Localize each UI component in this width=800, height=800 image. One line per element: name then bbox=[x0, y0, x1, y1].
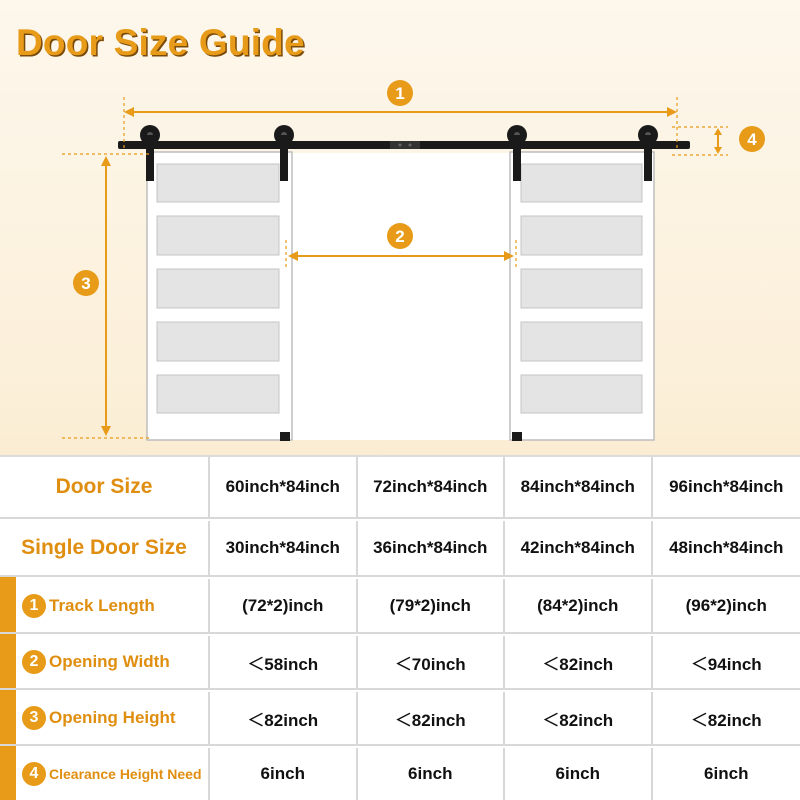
row-label-text: Opening Height bbox=[49, 708, 176, 727]
svg-text:3: 3 bbox=[81, 274, 91, 293]
table-row-door-size bbox=[0, 457, 800, 519]
table-cell: (72*2)inch bbox=[210, 579, 358, 632]
marker-3 bbox=[73, 270, 99, 296]
table-row-opening-height bbox=[0, 692, 800, 746]
svg-text:1: 1 bbox=[395, 84, 405, 103]
row-label-text: Track Length bbox=[49, 595, 155, 615]
row-label-text: Opening Width bbox=[49, 652, 170, 671]
row-label bbox=[0, 579, 210, 632]
table-cell: (96*2)inch bbox=[685, 595, 767, 615]
table-cell: ＜58inch bbox=[210, 636, 358, 688]
wall-opening bbox=[290, 153, 512, 440]
table-cell: (84*2)inch bbox=[505, 579, 653, 632]
table-cell: 30inch*84inch bbox=[210, 521, 358, 575]
opening-height-dimension bbox=[62, 154, 150, 438]
row-label: Door Size bbox=[0, 457, 210, 517]
marker-1 bbox=[387, 80, 413, 106]
page-title: Door Size Guide bbox=[16, 22, 305, 63]
table-row-clearance-height bbox=[0, 748, 800, 800]
table-cell: ＜70inch bbox=[358, 636, 506, 688]
row-label bbox=[0, 636, 210, 688]
svg-text:4: 4 bbox=[747, 130, 757, 149]
table-cell: ＜82inch bbox=[505, 692, 653, 744]
left-door bbox=[147, 152, 292, 441]
table-row-single-door-size bbox=[0, 521, 800, 577]
table-cell: 42inch*84inch bbox=[505, 521, 653, 575]
marker-4 bbox=[739, 126, 765, 152]
table-cell: 72inch*84inch bbox=[358, 457, 506, 517]
table-cell: 6inch bbox=[505, 748, 653, 800]
row-label: Single Door Size bbox=[0, 521, 210, 575]
table-cell: 48inch*84inch bbox=[669, 538, 784, 557]
number-badge: 4 bbox=[22, 762, 46, 786]
table-cell: 6inch bbox=[210, 748, 358, 800]
table-cell: ＜82inch bbox=[690, 710, 762, 730]
table-cell: 60inch*84inch bbox=[210, 457, 358, 517]
number-badge: 1 bbox=[22, 594, 46, 618]
table-cell: ＜94inch bbox=[690, 654, 762, 674]
table-cell: ＜82inch bbox=[505, 636, 653, 688]
table-cell: 36inch*84inch bbox=[358, 521, 506, 575]
table-cell: ＜82inch bbox=[210, 692, 358, 744]
table-cell: 6inch bbox=[704, 764, 749, 783]
right-door bbox=[510, 152, 654, 441]
number-badge: 3 bbox=[22, 706, 46, 730]
row-label-text: Clearance Height Need bbox=[49, 766, 202, 782]
table-cell: 84inch*84inch bbox=[505, 457, 653, 517]
marker-2 bbox=[387, 223, 413, 249]
table-cell: ＜82inch bbox=[358, 692, 506, 744]
number-badge: 2 bbox=[22, 650, 46, 674]
table-cell: 6inch bbox=[358, 748, 506, 800]
table-row-opening-width bbox=[0, 636, 800, 690]
row-label bbox=[0, 692, 210, 744]
table-row-track-length bbox=[0, 579, 800, 634]
table-cell: 96inch*84inch bbox=[669, 477, 784, 496]
table-cell: (79*2)inch bbox=[358, 579, 506, 632]
svg-text:2: 2 bbox=[395, 227, 405, 246]
row-label bbox=[0, 748, 210, 800]
track-rail bbox=[118, 141, 690, 149]
